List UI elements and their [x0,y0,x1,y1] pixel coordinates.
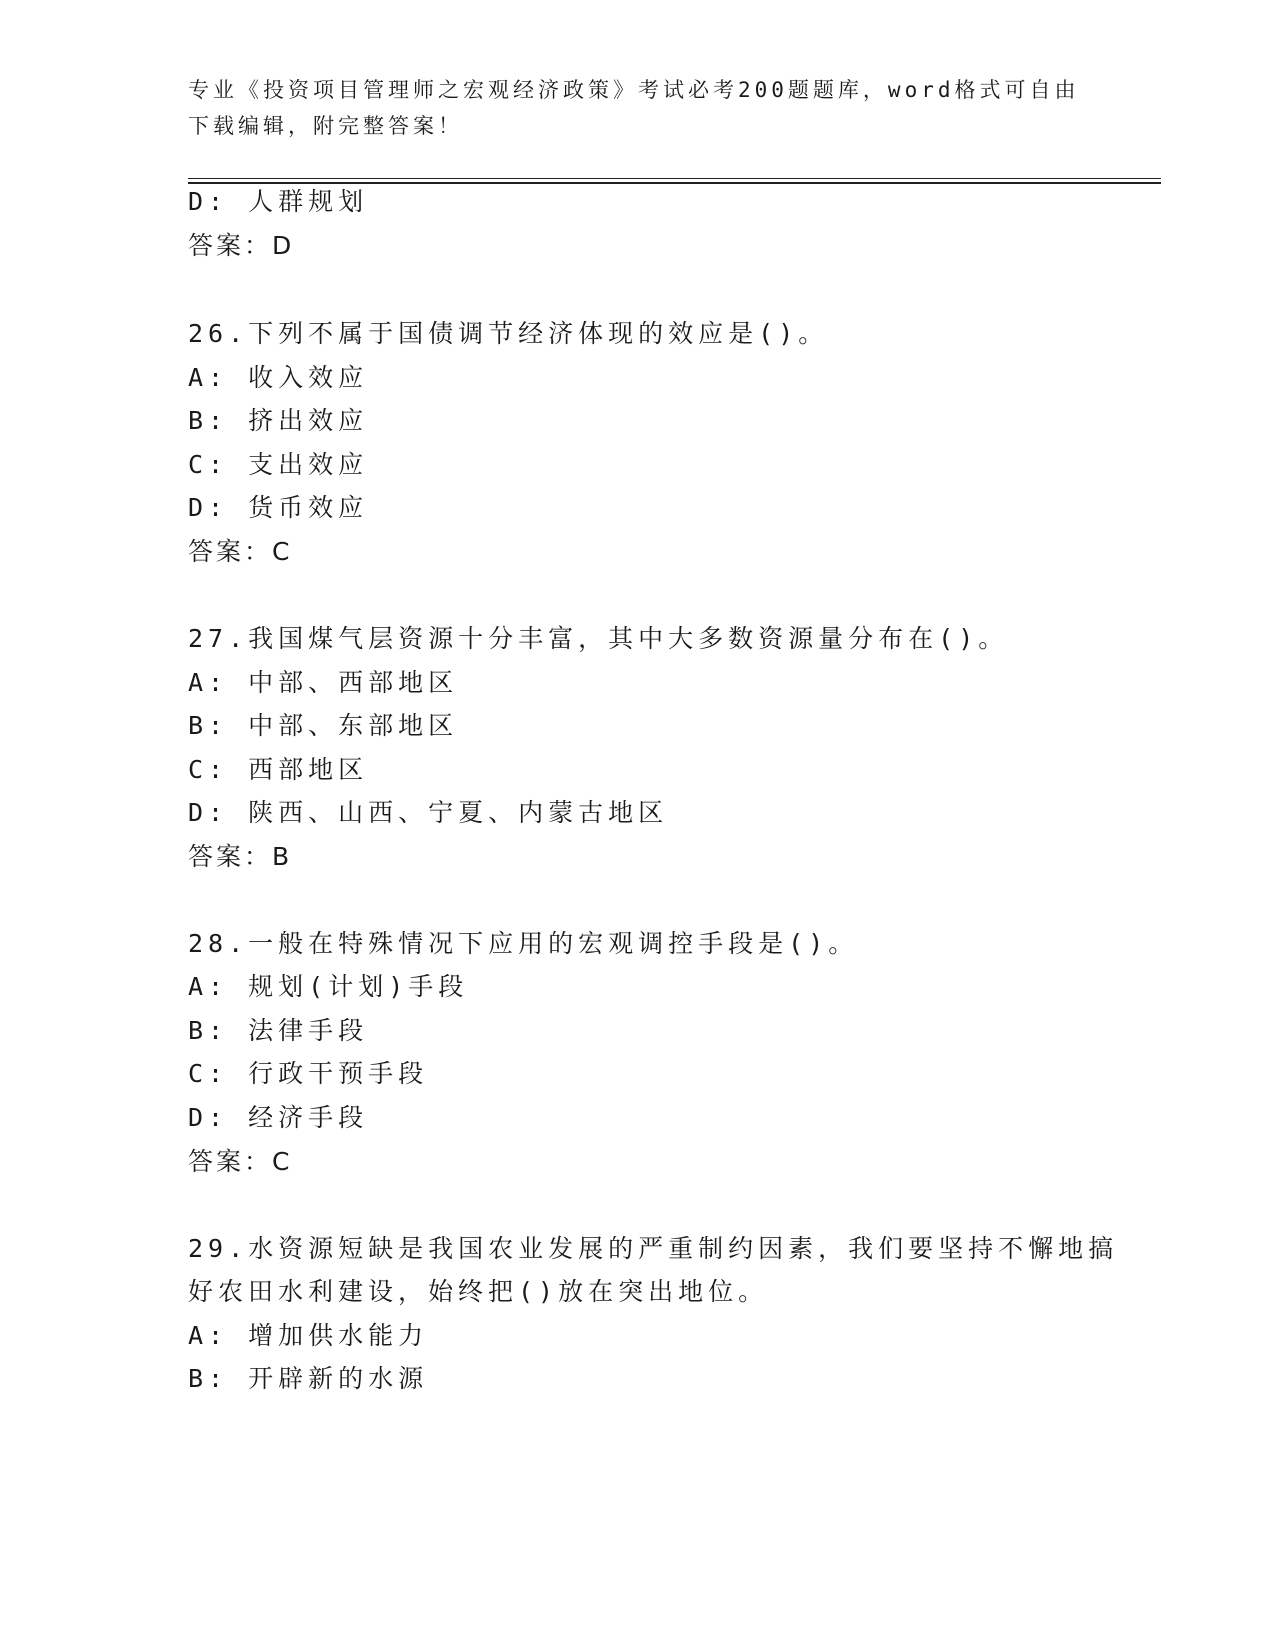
q28-option-b: B: 法律手段 [188,1016,369,1045]
q27-answer: 答案：B [188,842,293,871]
q29-question-line-1: 29.水资源短缺是我国农业发展的严重制约因素，我们要坚持不懈地搞 [188,1234,1119,1263]
q26-option-c: C: 支出效应 [188,450,369,479]
header-line-1: 专业《投资项目管理师之宏观经济政策》考试必考200题题库，word格式可自由 [188,78,1080,102]
q28-option-c: C: 行政干预手段 [188,1059,429,1088]
q29-option-a: A: 增加供水能力 [188,1321,429,1350]
q29-question-line-2: 好农田水利建设，始终把()放在突出地位。 [188,1277,769,1306]
document-header [188,72,1088,144]
q26-option-b: B: 挤出效应 [188,406,369,435]
q27-option-d: D: 陕西、山西、宁夏、内蒙古地区 [188,798,669,827]
q27-option-b: B: 中部、东部地区 [188,711,459,740]
q28-option-a: A: 规划(计划)手段 [188,972,469,1001]
prev-answer: 答案：D [188,231,295,260]
q26-question: 26.下列不属于国债调节经济体现的效应是()。 [188,319,829,348]
prev-option-d: D: 人群规划 [188,187,369,216]
q26-option-a: A: 收入效应 [188,363,369,392]
q28-answer: 答案：C [188,1147,293,1176]
q28-question: 28.一般在特殊情况下应用的宏观调控手段是()。 [188,929,859,958]
q28-option-d: D: 经济手段 [188,1103,369,1132]
header-line-2: 下载编辑，附完整答案！ [188,114,463,138]
q26-answer: 答案：C [188,537,293,566]
q29-option-b: B: 开辟新的水源 [188,1364,429,1393]
q27-question: 27.我国煤气层资源十分丰富，其中大多数资源量分布在()。 [188,624,1009,653]
q27-option-a: A: 中部、西部地区 [188,668,459,697]
q27-option-c: C: 西部地区 [188,755,369,784]
q26-option-d: D: 货币效应 [188,493,369,522]
header-divider [188,178,1161,184]
